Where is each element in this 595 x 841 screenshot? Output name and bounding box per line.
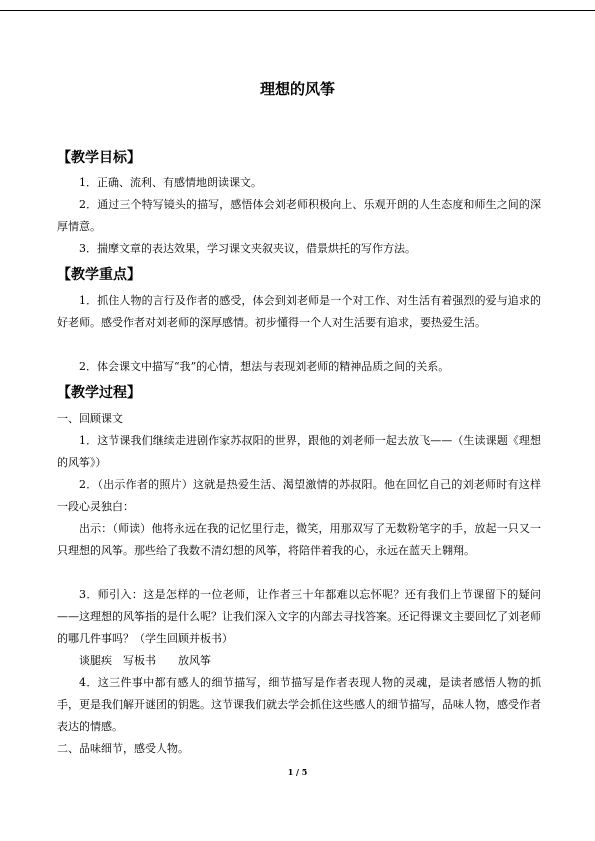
- section-heading-goals: 【教学目标】: [57, 150, 141, 166]
- goal-item-2: 2．通过三个特写镜头的描写，感悟体会刘老师积极向上、乐观开朗的人生态度和师生之间的深厚情意。: [57, 198, 541, 233]
- goal-item-3: 3．揣摩文章的表达效果，学习课文夹叙夹议，借景烘托的写作方法。: [79, 242, 416, 255]
- process-paragraph-4: 4．这三件事中都有感人的细节描写，细节描写是作者表现人物的灵魂，是读者感悟人物的抓手，更是我们解开谜团的钥匙。这节课我们就去学会抓住这些感人的细节描写，品味人物，感受作者表达的情感。: [57, 676, 541, 733]
- section-heading-process: 【教学过程】: [57, 385, 141, 401]
- goal-item-1: 1．正确、流利、有感情地朗读课文。: [79, 176, 262, 189]
- page-title: 理想的风筝: [259, 80, 335, 98]
- process-part-1-title: 一、回顾课文: [57, 412, 123, 425]
- page-number: 1 / 5: [287, 767, 308, 777]
- header-rule: [0, 10, 595, 11]
- board-notes: 谈腿疾 写板书 放风筝: [79, 654, 211, 667]
- process-paragraph-1: 1．这节课我们继续走进剧作家苏叔阳的世界，跟他的刘老师一起去放飞——（生读课题《理想的风筝》）: [57, 434, 541, 469]
- section-heading-key-points: 【教学重点】: [57, 267, 141, 283]
- key-point-item-2: 2．体会课文中描写“我”的心情，想法与表现刘老师的精神品质之间的关系。: [79, 360, 450, 373]
- process-paragraph-quote: 出示：（师读）他将永远在我的记忆里行走，微笑，用那双写了无数粉笔字的手，放起一只又一只理想的风筝。那些给了我数不清幻想的风筝，将陪伴着我的心，永远在蓝天上翱翔。: [57, 522, 541, 557]
- process-paragraph-2: 2．（出示作者的照片）这就是热爱生活、渴望激情的苏叔阳。他在回忆自己的刘老师时有这样一段心灵独白：: [57, 478, 541, 513]
- process-paragraph-3: 3．师引入：这是怎样的一位老师，让作者三十年都难以忘怀呢？还有我们上节课留下的疑问——这理想的风筝指的是什么呢？让我们深入文字的内部去寻找答案。还记得课文主要回忆了刘老师的哪几件事吗？（学生回顾并板书）: [57, 588, 541, 645]
- key-point-item-1: 1．抓住人物的言行及作者的感受，体会到刘老师是一个对工作、对生活有着强烈的爱与追求的好老师。感受作者对刘老师的深厚感情。初步懂得一个人对生活要有追求，要热爱生活。: [57, 294, 541, 329]
- process-part-2-title: 二、品味细节，感受人物。: [57, 742, 189, 755]
